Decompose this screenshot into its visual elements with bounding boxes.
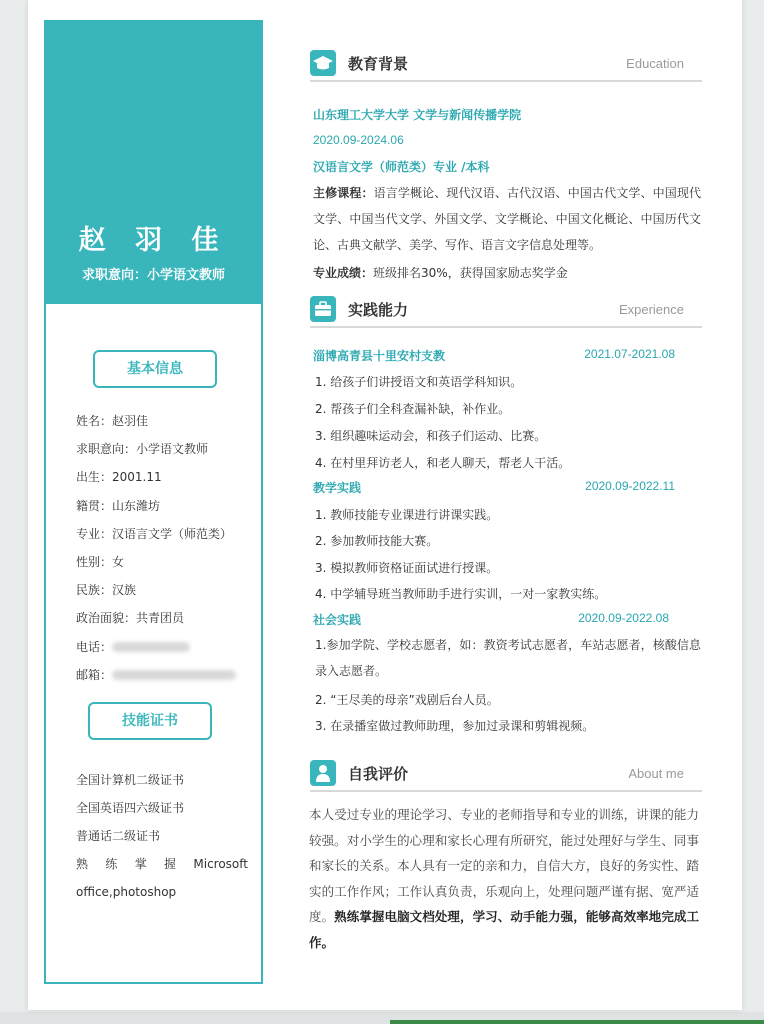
cert-word: 练 <box>105 857 118 871</box>
experience-group-name: 社会实践 <box>313 613 362 627</box>
experience-group-header <box>313 611 669 629</box>
info-name: 姓名：赵羽佳 <box>76 414 149 428</box>
candidate-name: 赵 羽 佳 <box>78 225 229 256</box>
experience-item: 4. 在村里拜访老人，和老人聊天，帮老人干活。 <box>315 456 571 470</box>
experience-item: 2. “王尽美的母亲”戏剧后台人员。 <box>315 693 499 707</box>
self-title-en: About me <box>628 766 684 781</box>
phone-redacted <box>112 642 190 652</box>
experience-item: 2. 帮孩子们全科查漏补缺，补作业。 <box>315 402 511 416</box>
experience-item: 1. 给孩子们讲授语文和英语学科知识。 <box>315 375 523 389</box>
experience-item: 1. 教师技能专业课进行讲课实践。 <box>315 508 499 522</box>
experience-item: 1.参加学院、学校志愿者，如：教资考试志愿者，车站志愿者，核酸信息录入志愿者。 <box>315 638 701 678</box>
experience-group-date: 2020.09-2022.11 <box>585 479 675 493</box>
self-evaluation-text <box>309 802 699 955</box>
self-title: 自我评价 <box>348 765 409 783</box>
cert-item-software <box>76 850 248 878</box>
school-name: 山东理工大学大学 文学与新闻传播学院 <box>313 108 522 122</box>
experience-title-en: Experience <box>618 302 684 317</box>
self-text-normal: 本人受过专业的理论学习、专业的老师指导和专业的训练，讲课的能力较强。对小学生的心理和家长心理有所研究，能过处理好与学生、同事和家长的关系。本人具有一定的亲和力，自信大方，良好的务实性、踏实的工作作风；工作认真负责，乐观向上，处理问题严谨有据、宽严适度。 <box>309 807 699 924</box>
cert-word: 熟 <box>76 857 89 871</box>
skills-heading: 技能证书 <box>88 702 212 740</box>
email-redacted <box>112 670 236 680</box>
experience-group-header <box>313 347 675 365</box>
major: 汉语言文学（师范类）专业 /本科 <box>313 160 490 174</box>
briefcase-icon <box>310 296 336 322</box>
courses-label: 主修课程： <box>313 186 374 200</box>
email-label: 邮箱： <box>76 667 113 682</box>
experience-group-date: 2020.09-2022.08 <box>578 611 669 625</box>
cert-word: Microsoft <box>193 857 248 871</box>
progress-strip <box>390 1020 764 1024</box>
cert-item-software-cont: office,photoshop <box>76 885 177 899</box>
person-icon <box>310 760 336 786</box>
job-objective: 求职意向：小学语文教师 <box>81 268 225 283</box>
education-title: 教育背景 <box>348 55 409 73</box>
self-section-header <box>310 760 702 792</box>
graduation-cap-icon <box>310 50 336 76</box>
experience-item: 3. 在录播室做过教师助理，参加过录课和剪辑视频。 <box>315 719 595 733</box>
experience-item: 3. 模拟教师资格证面试进行授课。 <box>315 561 499 575</box>
basic-info-heading: 基本信息 <box>93 350 217 388</box>
basic-info-list <box>76 412 256 694</box>
sidebar-header <box>46 22 261 304</box>
experience-group-date: 2021.07-2021.08 <box>584 347 675 361</box>
info-ethnicity: 民族：汉族 <box>76 583 137 598</box>
info-major: 专业：汉语言文学（师范类） <box>76 526 233 541</box>
courses-text: 语言学概论、现代汉语、古代汉语、中国古代文学、中国现代文学、中国当代文学、外国文学、文学概论、中国文化概论、中国历代文论、古典文献学、美学、写作、语言文字信息处理等。 <box>313 186 701 252</box>
info-political: 政治面貌：共青团员 <box>76 611 185 626</box>
info-gender: 性别：女 <box>76 554 125 569</box>
cert-item: 全国英语四六级证书 <box>76 801 185 815</box>
cert-word: 掌 <box>134 857 147 871</box>
sidebar <box>44 20 263 984</box>
grades-label: 专业成绩： <box>313 266 374 280</box>
experience-group-header <box>313 479 675 497</box>
education-section-header <box>310 50 702 82</box>
experience-item: 4. 中学辅导班当教师助手进行实训，一对一家教实练。 <box>315 587 607 601</box>
cert-list <box>76 766 248 906</box>
viewer-bottom-strip <box>0 1012 764 1024</box>
courses <box>313 180 701 258</box>
cert-item: 全国计算机二级证书 <box>76 773 185 787</box>
info-hometown: 籍贯：山东潍坊 <box>76 498 161 513</box>
cert-word: 握 <box>164 857 177 871</box>
grades <box>313 264 568 281</box>
info-objective: 求职意向：小学语文教师 <box>76 442 209 457</box>
experience-item: 2. 参加教师技能大赛。 <box>315 534 439 548</box>
cert-item: 普通话二级证书 <box>76 829 161 843</box>
experience-item: 3. 组织趣味运动会，和孩子们运动、比赛。 <box>315 429 547 443</box>
self-text-bold: 熟练掌握电脑文档处理，学习、动手能力强，能够高效率地完成工作。 <box>309 909 699 950</box>
info-email <box>76 666 256 694</box>
info-phone <box>76 638 256 666</box>
education-title-en: Education <box>626 56 684 71</box>
experience-group-name: 教学实践 <box>313 481 362 495</box>
phone-label: 电话： <box>76 639 113 654</box>
experience-title: 实践能力 <box>348 301 409 319</box>
education-period: 2020.09-2024.06 <box>313 133 404 147</box>
grades-text: 班级排名30%，获得国家励志奖学金 <box>373 266 568 280</box>
experience-group-name: 淄博高青县十里安村支教 <box>313 349 446 363</box>
info-birth: 出生：2001.11 <box>76 470 162 485</box>
experience-section-header <box>310 296 702 328</box>
